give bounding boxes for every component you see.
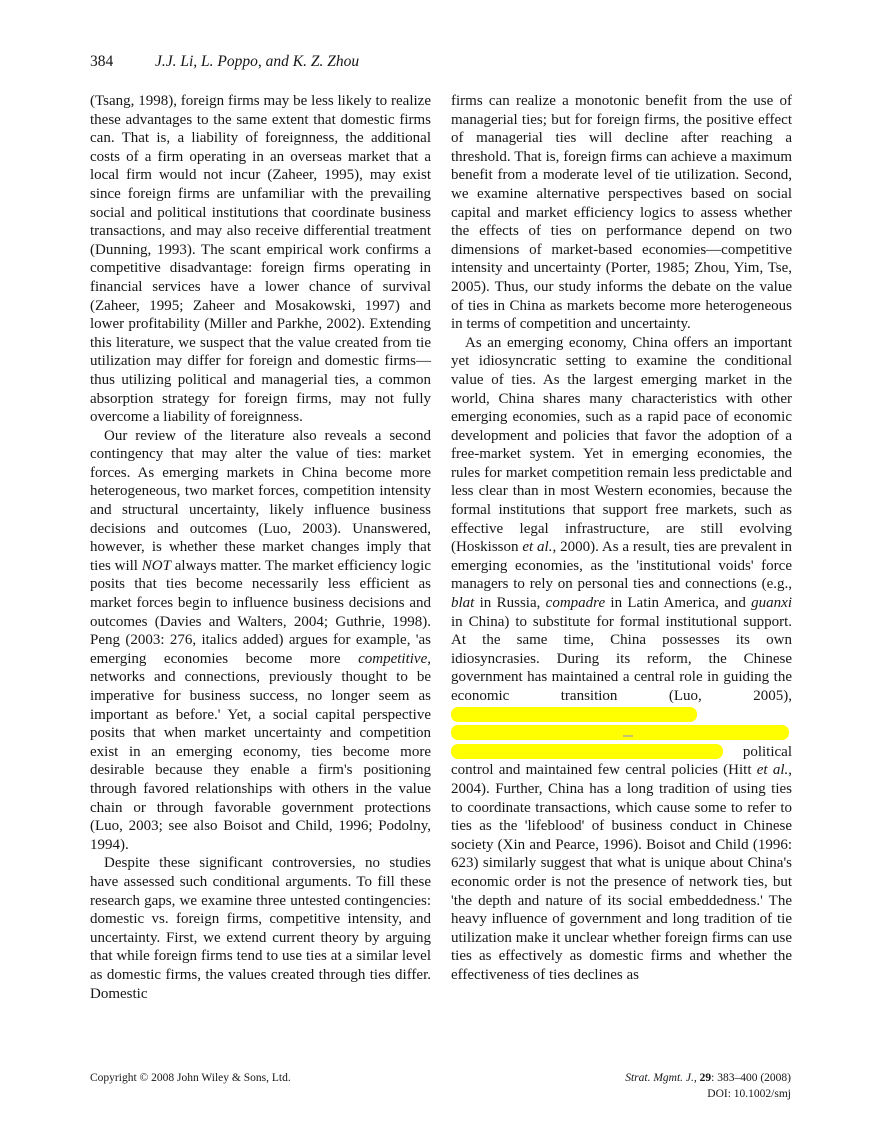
- italic-text-run: blat: [451, 595, 475, 612]
- text-run: political control and maintained few central policies (Hitt: [451, 743, 792, 779]
- page-number: 384: [90, 53, 114, 70]
- journal-volume: 29: [699, 1072, 712, 1084]
- paragraph: [90, 92, 431, 427]
- text-run: in China) to substitute for formal institutional support. At the same time, China possesses its own idiosyncrasies. During its reform, the Chinese government has maintained a central role in guiding the economic transition (Luo, 2005),: [451, 613, 792, 704]
- text-run: always matter. The market efficiency logic posits that ties become necessarily less efficient as market forces begin to influence business decisions and outcomes (Davies and Walters, 2004; Guthrie, 1998). Peng (2003: 276, italics added) argues for example, 'as emerging economies become more: [90, 557, 431, 667]
- paragraph: [451, 92, 792, 334]
- running-head-authors: J.J. Li, L. Poppo, and K. Z. Zhou: [155, 53, 360, 70]
- running-head: [90, 53, 791, 71]
- text-run: in Russia,: [474, 595, 546, 612]
- text-run: , 2000). As a result, ties are prevalent in emerging economies, as the 'institutional voids' force managers to rely on personal ties and connections (e.g.,: [451, 539, 793, 593]
- italic-text-run: et al.: [756, 762, 789, 779]
- text-run: Despite these significant controversies, no studies have assessed such conditional arguments. To fill these research gaps, we examine three untested contingencies: domestic vs. foreign firms, competitive intensity, and uncertainty. First, we extend current theory by arguing that while foreign firms tend to use ties at a similar level as domestic firms, the values created through ties differ. Domestic: [90, 855, 431, 1002]
- two-column-body: [90, 92, 792, 1003]
- text-run: in Latin America, and: [605, 595, 752, 612]
- text-run: (Tsang, 1998), foreign firms may be less likely to realize these advantages to the same extent that domestic firms can. That is, a liability of foreignness, the additional costs of a firm operating in an overseas market that a local firm would not incur (Zaheer, 1995), may exist since foreign firms are unfamiliar with the prevailing social and political institutions that coordinate business transactions, and may also receive differential treatment (Dunning, 1993). The scant empirical work confirms a competitive disadvantage: foreign firms operating in financial services have a lower chance of survival (Zaheer, 1995; Zaheer and Mosakowski, 1997) and lower profitability (Miller and Parkhe, 2002). Extending this literature, we suspect that the value created from tie utilization may differ for foreign and domestic firms—thus utilizing political and managerial ties, a common absorption strategy for foreign firms, may not fully overcome a liability of foreignness.: [90, 93, 431, 426]
- journal-title: Strat. Mgmt. J.,: [625, 1072, 697, 1084]
- journal-pages: : 383–400 (2008): [711, 1072, 791, 1084]
- text-run: , 2004). Further, China has a long tradition of using ties to coordinate transactions, which cause some to refer to ties as the 'lifeblood' of business conduct in Chinese society (Xin and Pearce, 1996). Boisot and Child (1996: 623) similarly suggest that what is unique about China's economic order is not the presence of network ties, but 'the depth and nature of its social embeddedness.' The heavy influence of government and long tradition of tie utilization make it unclear whether foreign firms can use ties as effectively as domestic firms and whether the effectiveness of ties declines as: [451, 762, 793, 983]
- copyright-notice: Copyright © 2008 John Wiley & Sons, Ltd.: [90, 1072, 291, 1084]
- italic-text-run: competitive: [358, 650, 428, 667]
- text-run: As an emerging economy, China offers an important yet idiosyncratic setting to examine the conditional value of ties. As the largest emerging market in the world, China shares many characteristics with other emerging economies, such as a rapid pace of economic development and policies that favor the adoption of a free-market system. Yet in emerging economies, the rules for market competition remain less predictable and less clear than in most Western economies, because the formal institutions that support free markets, such as effective legal infrastructure, are still evolving (Hoskisson: [451, 334, 792, 556]
- italic-text-run: compadre: [545, 595, 606, 612]
- paragraph: [451, 334, 792, 985]
- text-run: , networks and connections, previously thought to be imperative for business success, no longer seem as important as before.' Yet, a social capital perspective posits that when market uncertainty and competition exist in an emerging economy, ties become more desirable because they enable a firm's positioning through favored relationships with others in the value chain or through favorable government protections (Luo, 2003; see also Boisot and Child, 1996; Podolny, 1994).: [90, 650, 431, 853]
- text-run: firms can realize a monotonic benefit from the use of managerial ties; but for foreign firms, the positive effect of managerial ties will decline after reaching a threshold. That is, foreign firms can achieve a maximum benefit from a moderate level of tie utilization. Second, we examine alternative perspectives based on social capital and market efficiency logics to assess whether the effects of ties on performance depend on two dimensions of market-based economies—competitive intensity and uncertainty (Porter, 1985; Zhou, Yim, Tse, 2005). Thus, our study informs the debate on the value of ties in China as markets become more heterogeneous in terms of competition and uncertainty.: [451, 93, 792, 333]
- journal-citation-line: [625, 1071, 791, 1087]
- paragraph: [90, 427, 431, 855]
- italic-text-run: guanxi: [751, 595, 792, 612]
- highlight-redaction: [451, 725, 789, 740]
- column-left: [90, 92, 431, 1003]
- doi-line: DOI: 10.1002/smj: [707, 1087, 791, 1100]
- highlight-redaction: [451, 744, 723, 759]
- journal-citation: [625, 1071, 791, 1102]
- column-right: [451, 92, 792, 1003]
- italic-text-run: NOT: [141, 557, 171, 574]
- italic-text-run: et al.: [522, 539, 553, 556]
- highlight-redaction: [451, 707, 697, 722]
- redaction-artifact-mark: [623, 735, 633, 737]
- paragraph: [90, 854, 431, 1003]
- text-run: Our review of the literature also reveals a second contingency that may alter the value of ties: market forces. As emerging markets in China become more heterogeneous, two market forces, competition intensity and structural uncertainty, likely influence business decisions and outcomes (Luo, 2003). Unanswered, however, is whether these market changes imply that ties will: [90, 427, 431, 574]
